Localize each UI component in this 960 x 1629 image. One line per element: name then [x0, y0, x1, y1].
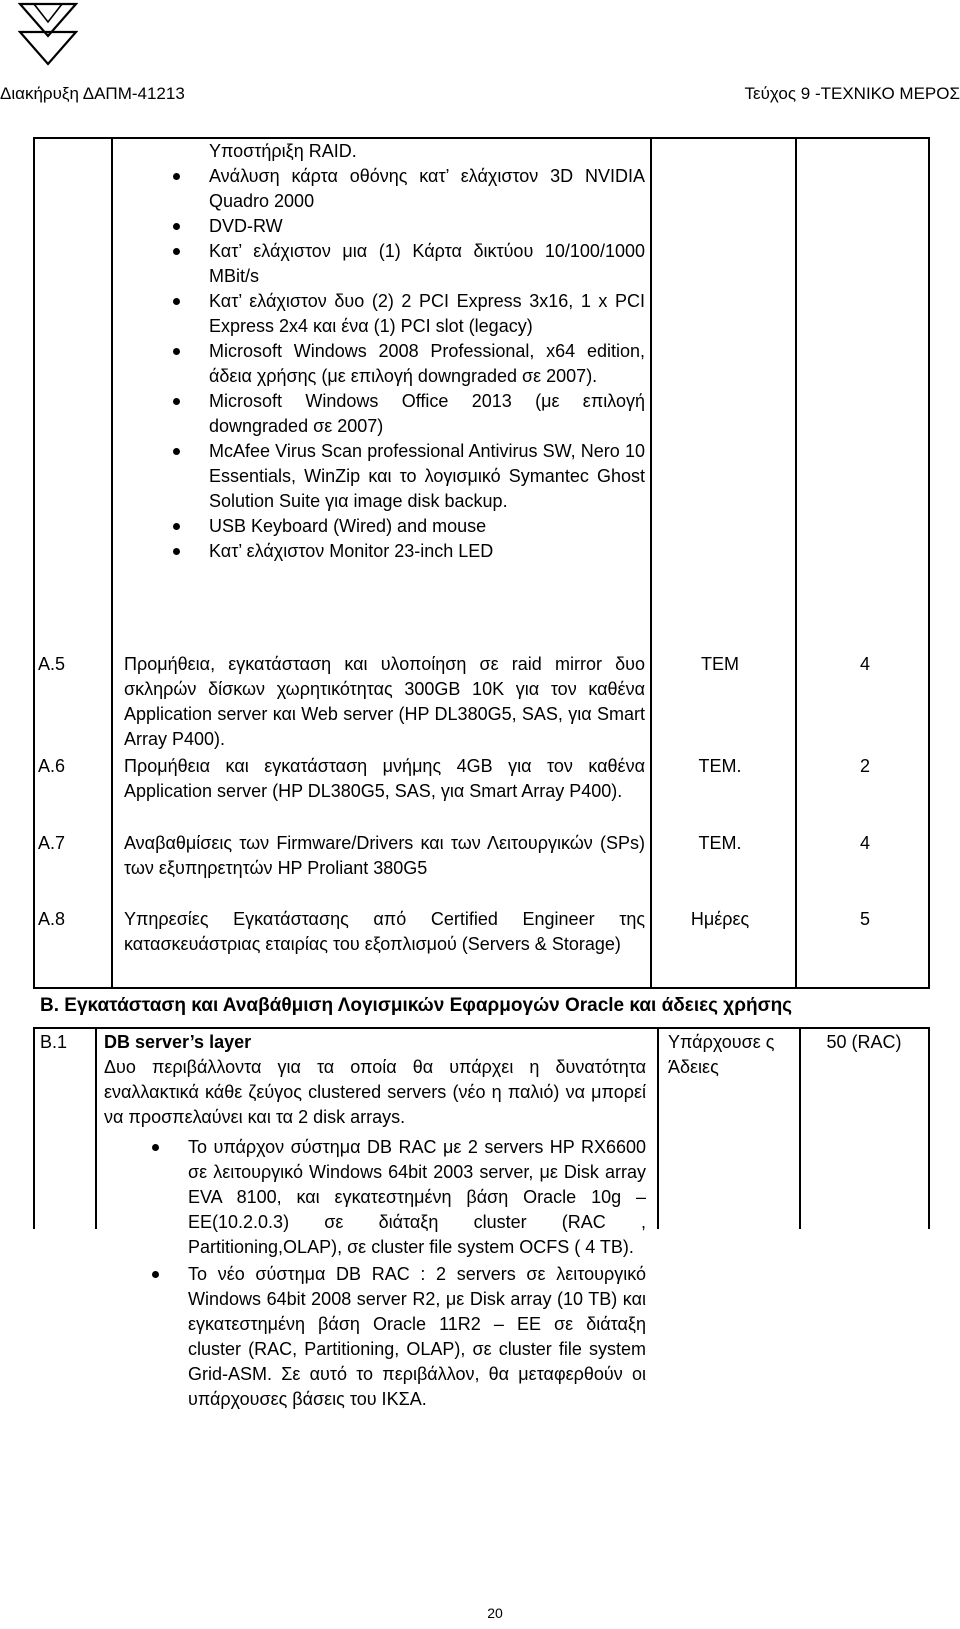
- table-border-col1: [111, 137, 113, 988]
- table-b-border-left: [33, 1027, 35, 1229]
- row-quantity: 5: [859, 909, 870, 929]
- row-quantity: 2: [859, 756, 870, 776]
- list-item: Κατ’ ελάχιστον δυο (2) 2 PCI Express 3x16, 1 x PCI Express 2x4 και ένα (1) PCI slot (legacy): [167, 289, 645, 339]
- row-code: Α.5: [38, 654, 66, 674]
- list-item: DVD-RW: [167, 214, 645, 239]
- section-b-top-border: [33, 987, 930, 989]
- row-code: Β.1: [40, 1032, 68, 1052]
- row-b1-quantity: 50 (RAC): [826, 1032, 902, 1052]
- list-item: USB Keyboard (Wired) and mouse: [167, 514, 645, 539]
- list-item: Το υπάρχον σύστημα DB RAC με 2 servers HP RX6600 σε λειτουργικό Windows 64bit 2003 server, με Disk array EVA 8100, και εγκατεστημένη βάση Oracle 10g – EE(10.2.0.3) σε διάταξη cluster (RAC , Partitioning,OLAP), σε cluster file system OCFS ( 4 TB).: [146, 1135, 646, 1260]
- continuation-bullet-list: [167, 164, 645, 564]
- row-b1-content: [104, 1030, 646, 1412]
- table-b-border-col1: [95, 1027, 97, 1229]
- row-description: Υπηρεσίες Εγκατάστασης από Certified Engineer της κατασκευάστριας εταιρίας του εξοπλισμού (Servers & Storage): [124, 909, 645, 954]
- triangles-logo-icon: [18, 2, 78, 66]
- row-b1-heading: DB server’s layer: [104, 1032, 252, 1052]
- row-quantity: 4: [859, 654, 870, 674]
- row-code: Α.8: [38, 909, 66, 929]
- section-b-bottom-border: [33, 1027, 930, 1029]
- row-quantity: 4: [859, 833, 870, 853]
- row-description: Προμήθεια και εγκατάσταση μνήμης 4GB για τον καθένα Application server (HP DL380G5, SAS, για Smart Array P400).: [124, 756, 645, 801]
- page-number: 20: [487, 1605, 503, 1621]
- row-unit: ΤΕΜ.: [698, 756, 742, 776]
- table-b-border-col2: [657, 1027, 659, 1229]
- list-item: Το νέο σύστημα DB RAC : 2 servers σε λειτουργικό Windows 64bit 2008 server R2, με Disk array (10 TB) και εγκατεστημένη βάση Oracle 11R2 – EE σε διάταξη cluster (RAC, Partitioning, OLAP), σε cluster file system Grid-ASM. Σε αυτό το περιβάλλον, θα μεταφερθούν οι υπάρχουσες βάσεις του ΙΚΣΑ.: [146, 1262, 646, 1412]
- continuation-cell: [167, 139, 645, 564]
- row-b1-bullet-list: [146, 1135, 646, 1412]
- row-unit: ΤΕΜ.: [698, 833, 742, 853]
- document-header-right: Τεύχος 9 -ΤΕΧΝΙΚΟ ΜΕΡΟΣ: [744, 84, 960, 103]
- table-border-col3: [795, 137, 797, 988]
- list-item: Κατ’ ελάχιστον Monitor 23-inch LED: [167, 539, 645, 564]
- table-b-border-col3: [799, 1027, 801, 1229]
- row-code: Α.7: [38, 833, 66, 853]
- table-border-col2: [650, 137, 652, 988]
- row-unit: Ημέρες: [690, 909, 750, 929]
- continuation-first-line: Υποστήριξη RAID.: [209, 141, 357, 161]
- table-border-right: [928, 137, 930, 988]
- list-item: Microsoft Windows Office 2013 (με επιλογή downgraded σε 2007): [167, 389, 645, 439]
- list-item: McAfee Virus Scan professional Antivirus SW, Nero 10 Essentials, WinZip και το λογισμικό Symantec Ghost Solution Suite για image disk backup.: [167, 439, 645, 514]
- row-b1-intro: Δυο περιβάλλοντα για τα οποία θα υπάρχει η δυνατότητα εναλλακτικά κάθε ζεύγος clustered servers (νέο η παλιό) να μπορεί να προσπελαύνει και τα 2 disk arrays.: [104, 1057, 646, 1127]
- list-item: Κατ’ ελάχιστον μια (1) Κάρτα δικτύου 10/100/1000 MBit/s: [167, 239, 645, 289]
- table-border-left: [33, 137, 35, 988]
- row-description: Προμήθεια, εγκατάσταση και υλοποίηση σε raid mirror δυο σκληρών δίσκων χωρητικότητας 300GB 10K για τον καθένα Application server και Web server (HP DL380G5, SAS, για Smart Array P400).: [124, 654, 645, 749]
- list-item: Microsoft Windows 2008 Professional, x64 edition, άδεια χρήσης (με επιλογή downgraded σε 2007).: [167, 339, 645, 389]
- row-b1-unit: Υπάρχουσε ς Άδειες: [668, 1032, 775, 1077]
- list-item: Ανάλυση κάρτα οθόνης κατ’ ελάχιστον 3D NVIDIA Quadro 2000: [167, 164, 645, 214]
- table-b-border-right: [928, 1027, 930, 1229]
- section-b-title: Β. Εγκατάσταση και Αναβάθμιση Λογισμικών Εφαρμογών Oracle και άδειες χρήσης: [40, 995, 793, 1016]
- document-header-left: Διακήρυξη ΔΑΠΜ-41213: [0, 84, 185, 103]
- row-unit: ΤΕΜ: [701, 654, 739, 674]
- row-code: Α.6: [38, 756, 66, 776]
- row-description: Αναβαθμίσεις των Firmware/Drivers και των Λειτουργικών (SPs) των εξυπηρετητών HP Proliant 380G5: [124, 833, 645, 878]
